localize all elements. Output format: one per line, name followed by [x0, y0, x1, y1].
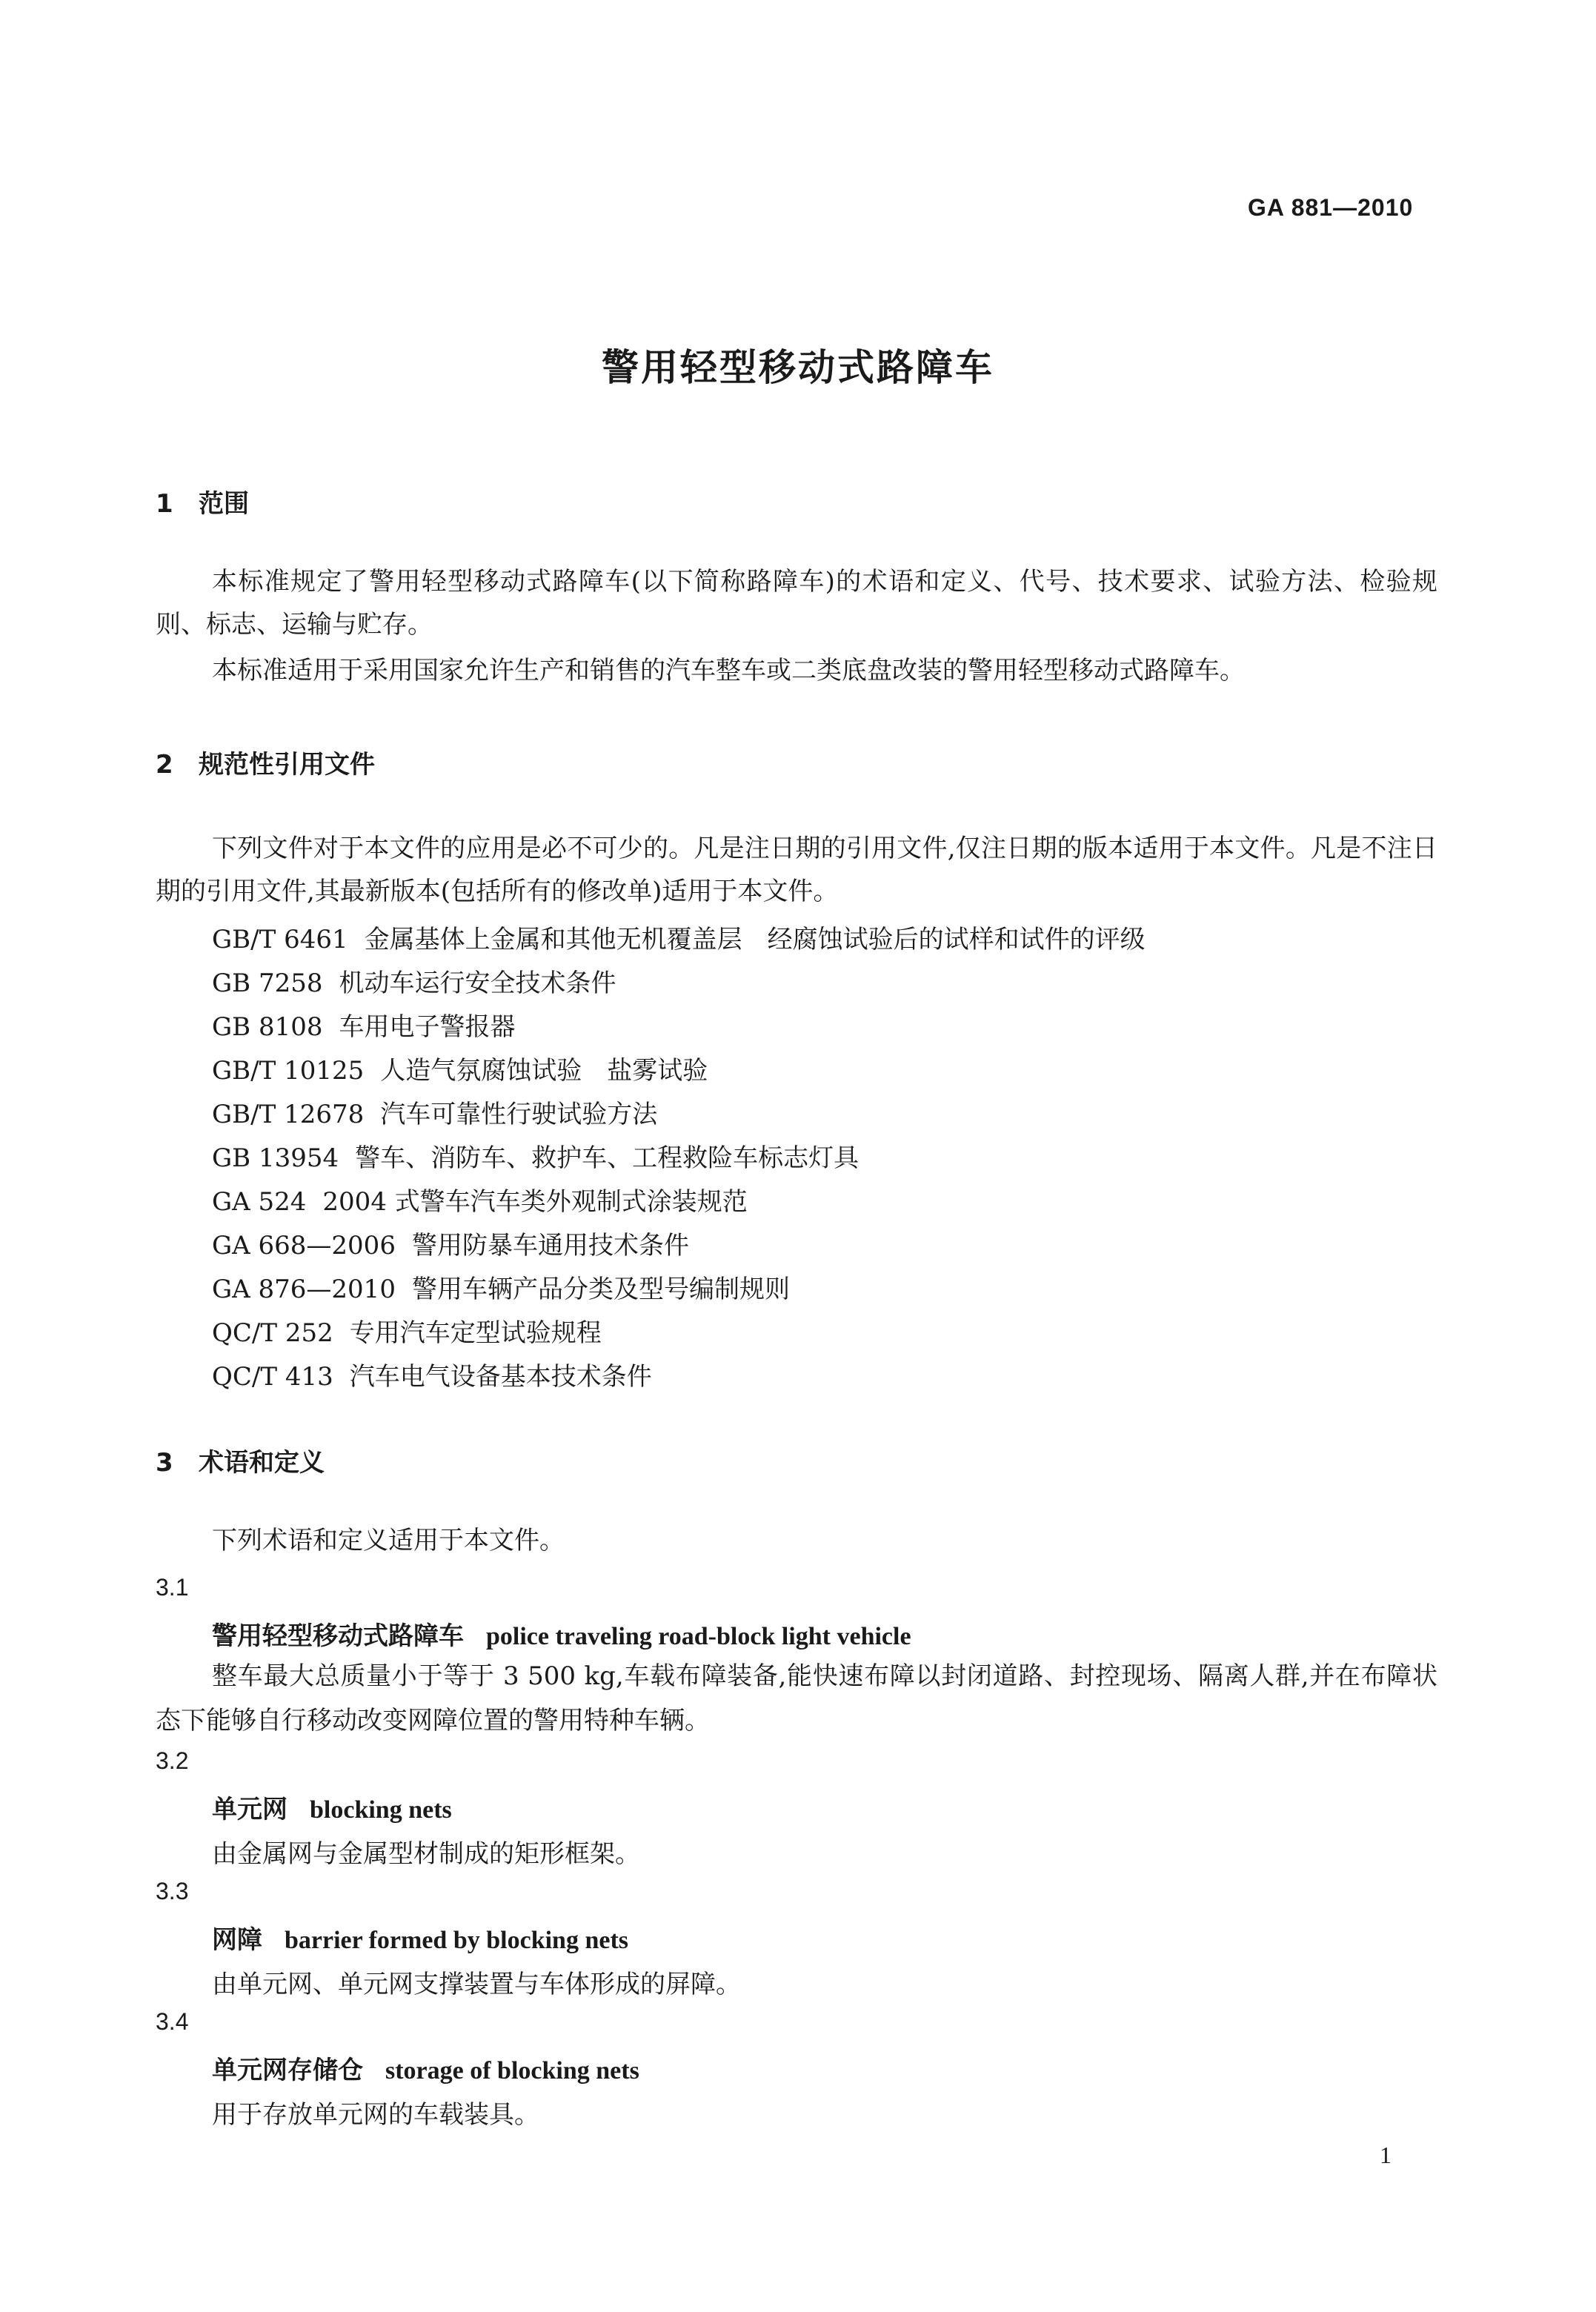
reference-item: [212, 1181, 748, 1218]
reference-title: 警用车辆产品分类及型号编制规则: [411, 1275, 790, 1304]
section-1-heading: [156, 483, 249, 519]
page-number: 1: [1380, 2142, 1391, 2168]
term-definition: 用于存放单元网的车载装具。: [212, 2100, 539, 2130]
section-3-heading: [156, 1442, 325, 1478]
reference-title: 汽车电气设备基本技术条件: [349, 1362, 652, 1392]
standard-code: GA 881—2010: [1248, 194, 1414, 221]
term-entry: [212, 1919, 628, 1956]
term-definition: 由金属网与金属型材制成的矩形框架。: [212, 1839, 640, 1869]
section-title: 范围: [199, 489, 249, 519]
reference-title: 汽车可靠性行驶试验方法: [380, 1100, 658, 1129]
reference-code: GA 876—2010: [212, 1275, 396, 1304]
reference-title: 机动车运行安全技术条件: [339, 969, 616, 998]
reference-code: GA 524: [212, 1187, 307, 1217]
references-intro: 下列文件对于本文件的应用是必不可少的。凡是注日期的引用文件,仅注日期的版本适用于本文件。凡是不注日期的引用文件,其最新版本(包括所有的修改单)适用于本文件。: [156, 834, 1437, 906]
reference-code: GB 8108: [212, 1012, 323, 1042]
section-number: 2: [156, 750, 173, 780]
reference-code: GB/T 6461: [212, 925, 348, 954]
reference-title: 车用电子警报器: [339, 1012, 516, 1042]
reference-item: [212, 1269, 790, 1305]
reference-title: 金属基体上金属和其他无机覆盖层 经腐蚀试验后的试样和试件的评级: [364, 925, 1146, 954]
term-en: blocking nets: [310, 1796, 452, 1824]
term-entry: [212, 1789, 452, 1825]
term-definition: 由单元网、单元网支撑装置与车体形成的屏障。: [212, 1970, 741, 1999]
reference-item: [212, 919, 1146, 955]
reference-item: [212, 1312, 602, 1349]
term-zh: 单元网: [212, 1795, 287, 1824]
reference-title: 警用防暴车通用技术条件: [411, 1231, 689, 1260]
clause-number: 3.1: [156, 1574, 189, 1601]
term-zh: 网障: [212, 1925, 262, 1955]
document-title: 警用轻型移动式路障车: [602, 346, 994, 389]
reference-code: GB 13954: [212, 1143, 339, 1173]
term-zh: 警用轻型移动式路障车: [212, 1621, 464, 1651]
reference-title: 2004 式警车汽车类外观制式涂装规范: [322, 1187, 748, 1217]
reference-code: GB 7258: [212, 969, 323, 998]
reference-item: [212, 1050, 708, 1086]
reference-title: 专用汽车定型试验规程: [349, 1318, 602, 1348]
reference-title: 警车、消防车、救护车、工程救险车标志灯具: [355, 1143, 859, 1173]
reference-code: QC/T 252: [212, 1318, 333, 1348]
reference-item: [212, 1006, 515, 1043]
reference-code: GB/T 12678: [212, 1100, 365, 1129]
section-2-heading: [156, 744, 375, 780]
reference-title: 人造气氛腐蚀试验 盐雾试验: [380, 1056, 708, 1086]
term-entry: [212, 2050, 639, 2086]
clause-number: 3.3: [156, 1878, 189, 1904]
term-en: barrier formed by blocking nets: [285, 1927, 629, 1954]
term-en: police traveling road-block light vehicle: [486, 1623, 911, 1650]
section-number: 1: [156, 489, 173, 519]
reference-item: [212, 1225, 689, 1261]
scope-paragraph-1: 本标准规定了警用轻型移动式路障车(以下简称路障车)的术语和定义、代号、技术要求、试验方法、检验规则、标志、运输与贮存。: [156, 567, 1437, 640]
reference-code: GB/T 10125: [212, 1056, 365, 1086]
section-number: 3: [156, 1448, 173, 1478]
term-definition: 整车最大总质量小于等于 3 500 kg,车载布障装备,能快速布障以封闭道路、封控现场、隔离人群,并在布障状态下能够自行移动改变网障位置的警用特种车辆。: [156, 1661, 1437, 1735]
section-title: 术语和定义: [199, 1448, 325, 1478]
section-title: 规范性引用文件: [199, 750, 375, 780]
reference-item: [212, 1094, 657, 1130]
reference-code: QC/T 413: [212, 1362, 333, 1392]
reference-item: [212, 1356, 652, 1392]
terms-intro: 下列术语和定义适用于本文件。: [212, 1526, 565, 1555]
term-en: storage of blocking nets: [385, 2057, 639, 2085]
reference-item: [212, 963, 616, 999]
term-zh: 单元网存储仓: [212, 2056, 363, 2085]
term-entry: [212, 1615, 911, 1652]
clause-number: 3.2: [156, 1747, 189, 1774]
reference-item: [212, 1137, 859, 1174]
scope-paragraph-2: 本标准适用于采用国家允许生产和销售的汽车整车或二类底盘改装的警用轻型移动式路障车。: [212, 656, 1245, 685]
reference-code: GA 668—2006: [212, 1231, 396, 1260]
clause-number: 3.4: [156, 2008, 189, 2035]
